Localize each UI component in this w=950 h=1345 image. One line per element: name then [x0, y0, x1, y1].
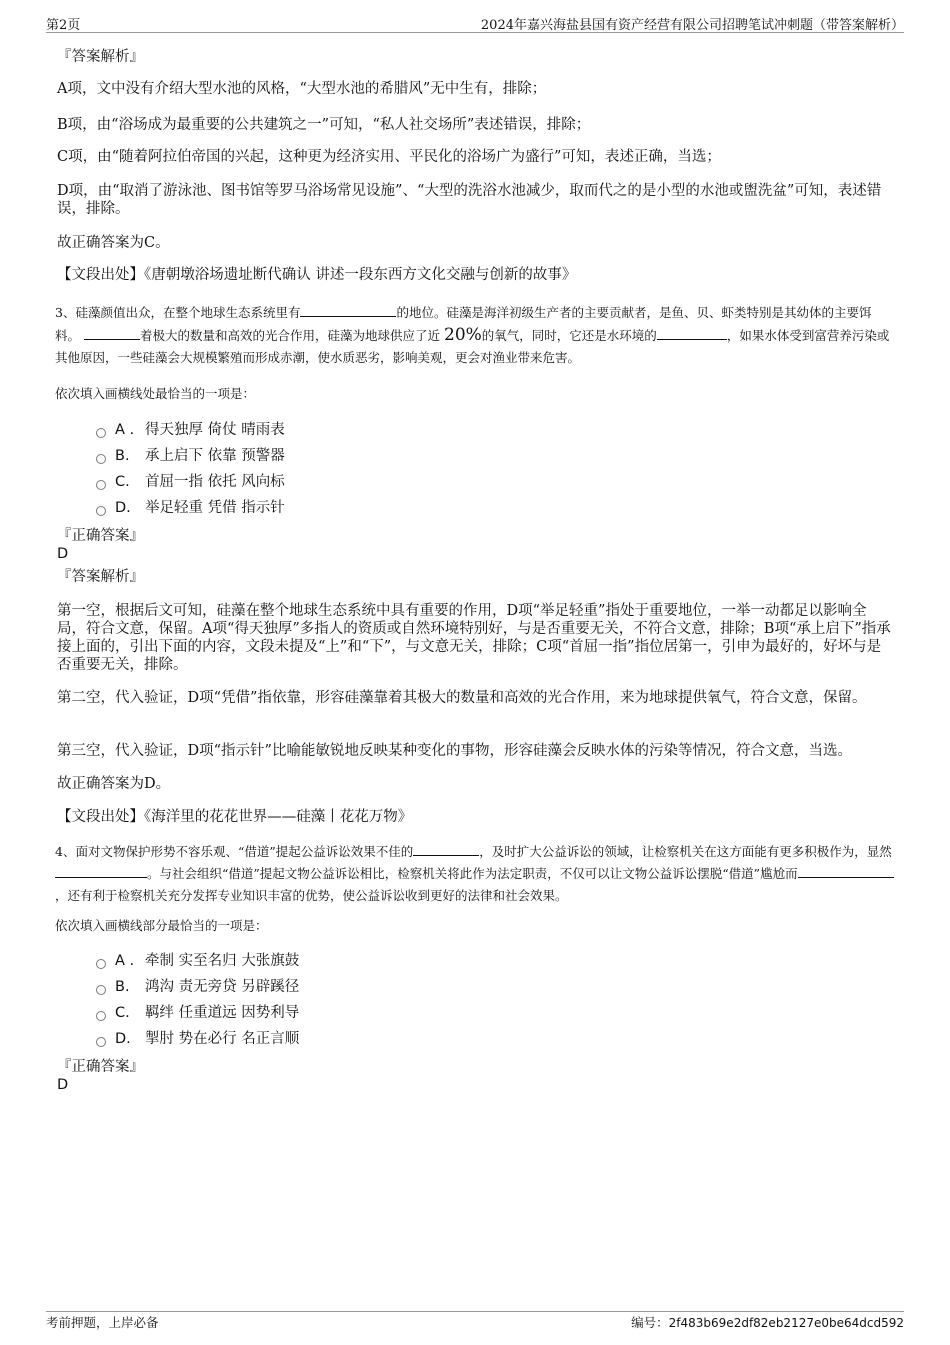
q4-option-d[interactable]: D. 掣肘 势在必行 名正言顺 — [96, 1029, 299, 1049]
q3-answer-label: 『正确答案』 — [57, 528, 144, 544]
q4-answer: D — [57, 1077, 69, 1093]
document-title: 2024年嘉兴海盐县国有资产经营有限公司招聘笔试冲刺题（带答案解析） — [480, 18, 904, 33]
q2-analysis-label: 『答案解析』 — [57, 49, 144, 65]
footer-slogan: 考前押题，上岸必备 — [46, 1315, 159, 1330]
q3-analysis-label: 『答案解析』 — [57, 569, 144, 585]
q3-source: 【文段出处】《海洋里的花花世界——硅藻丨花花万物》 — [57, 809, 413, 825]
q4-stem: 4、面对文物保护形势不容乐观、“借道”提起公益诉讼效果不佳的 ，及时扩大公益诉讼的领域，让检察机关在这方面能有更多积极作为，显然。与社会组织“借道”提起文物公益诉讼相比，检察机关将此作为法定职责，不仅可以让文物公益诉讼摆脱“借道”尴尬而，还有利于检察机关充分发挥专业知识丰富的优势，使公益诉讼收到更好的法律和社会效果。 — [55, 841, 895, 907]
q3-analysis-3: 第三空，代入验证，D项“指示针”比喻能敏锐地反映某种变化的事物，形容硅藻会反映水体的污染等情况，符合文意，当选。 — [57, 743, 852, 759]
radio-icon[interactable] — [96, 428, 106, 438]
blank-3 — [798, 863, 894, 878]
q2-analysis-b: B项，由“浴场成为最重要的公共建筑之一”可知，“私人社交场所”表述错误，排除； — [57, 117, 591, 133]
q2-analysis-c: C项，由“随着阿拉伯帝国的兴起，这种更为经济实用、平民化的浴场广为盛行”可知，表述正确，当选； — [57, 149, 721, 165]
radio-icon[interactable] — [96, 506, 106, 516]
q3-option-b[interactable]: B. 承上启下 依靠 预警器 — [96, 446, 285, 466]
blank-3 — [657, 325, 727, 340]
radio-icon[interactable] — [96, 1011, 106, 1021]
radio-icon[interactable] — [96, 959, 106, 969]
q3-conclusion: 故正确答案为D。 — [57, 776, 171, 792]
q3-answer: D — [57, 546, 69, 562]
q2-source: 【文段出处】《唐朝墩浴场遗址断代确认 讲述一段东西方文化交融与创新的故事》 — [57, 267, 577, 283]
q3-option-a[interactable]: A . 得天独厚 倚仗 晴雨表 — [96, 420, 285, 440]
footer-divider — [46, 1311, 904, 1312]
radio-icon[interactable] — [96, 454, 106, 464]
blank-2 — [55, 863, 147, 878]
q3-analysis-1: 第一空，根据后文可知，硅藻在整个地球生态系统中具有重要的作用，D项“举足轻重”指处于重要地位，一举一动都足以影响全局，符合文意，保留。A项“得天独厚”多指人的资质或自然环境特别好，与是否重要无关，不符合文意，排除；B项“承上启下”指承接上面的，引出下面的内容，文段未提及“上”和“下”，与文意无关，排除；C项“首屈一指”指位居第一，引申为最好的，好坏与是否重要无关，排除。 — [57, 603, 891, 673]
document-id: 编号：2f483b69e2df82eb2127e0be64dcd592 — [631, 1315, 904, 1330]
q3-prompt: 依次填入画横线处最恰当的一项是： — [55, 386, 256, 401]
blank-1 — [413, 841, 479, 856]
q2-analysis-d: D项，由“取消了游泳池、图书馆等罗马浴场常见设施”、“大型的洗浴水池减少，取而代之的是小型的水池或盥洗盆”可知，表述错误，排除。 — [57, 183, 882, 217]
q3-option-d[interactable]: D. 举足轻重 凭借 指示针 — [96, 498, 285, 518]
q2-analysis-a: A项，文中没有介绍大型水池的风格，“大型水池的希腊风”无中生有，排除； — [57, 81, 547, 97]
header-divider — [46, 32, 904, 33]
blank-1 — [300, 302, 396, 317]
radio-icon[interactable] — [96, 985, 106, 995]
q3-analysis-2: 第二空，代入验证，D项“凭借”指依靠，形容硅藻靠着其极大的数量和高效的光合作用，来为地球提供氧气，符合文意，保留。 — [57, 690, 867, 706]
radio-icon[interactable] — [96, 480, 106, 490]
q4-option-c[interactable]: C. 羁绊 任重道远 因势利导 — [96, 1003, 299, 1023]
q3-stem: 3、硅藻颜值出众，在整个地球生态系统里有 的地位。硅藻是海洋初级生产者的主要贡献者，是鱼、贝、虾类特别是其幼体的主要饵料。 着极大的数量和高效的光合作用，硅藻为地球供应了近 20%的氧气，同时，它还是水环境的 ，如果水体受到富营养污染或其他原因，一些硅藻会大规模繁殖而形成赤潮，使水质恶劣，影响美观，更会对渔业带来危害。 — [55, 302, 895, 369]
q2-conclusion: 故正确答案为C。 — [57, 235, 170, 251]
q4-prompt: 依次填入画横线部分最恰当的一项是： — [55, 918, 268, 933]
q3-option-c[interactable]: C. 首屈一指 依托 风向标 — [96, 472, 285, 492]
radio-icon[interactable] — [96, 1037, 106, 1047]
percent-value: 20% — [444, 325, 482, 345]
q4-option-b[interactable]: B. 鸿沟 责无旁贷 另辟蹊径 — [96, 977, 299, 997]
q4-option-a[interactable]: A . 牵制 实至名归 大张旗鼓 — [96, 951, 299, 971]
page-header — [46, 12, 904, 32]
q4-answer-label: 『正确答案』 — [57, 1059, 144, 1075]
blank-2 — [84, 325, 140, 340]
page-number: 第2页 — [46, 18, 81, 33]
